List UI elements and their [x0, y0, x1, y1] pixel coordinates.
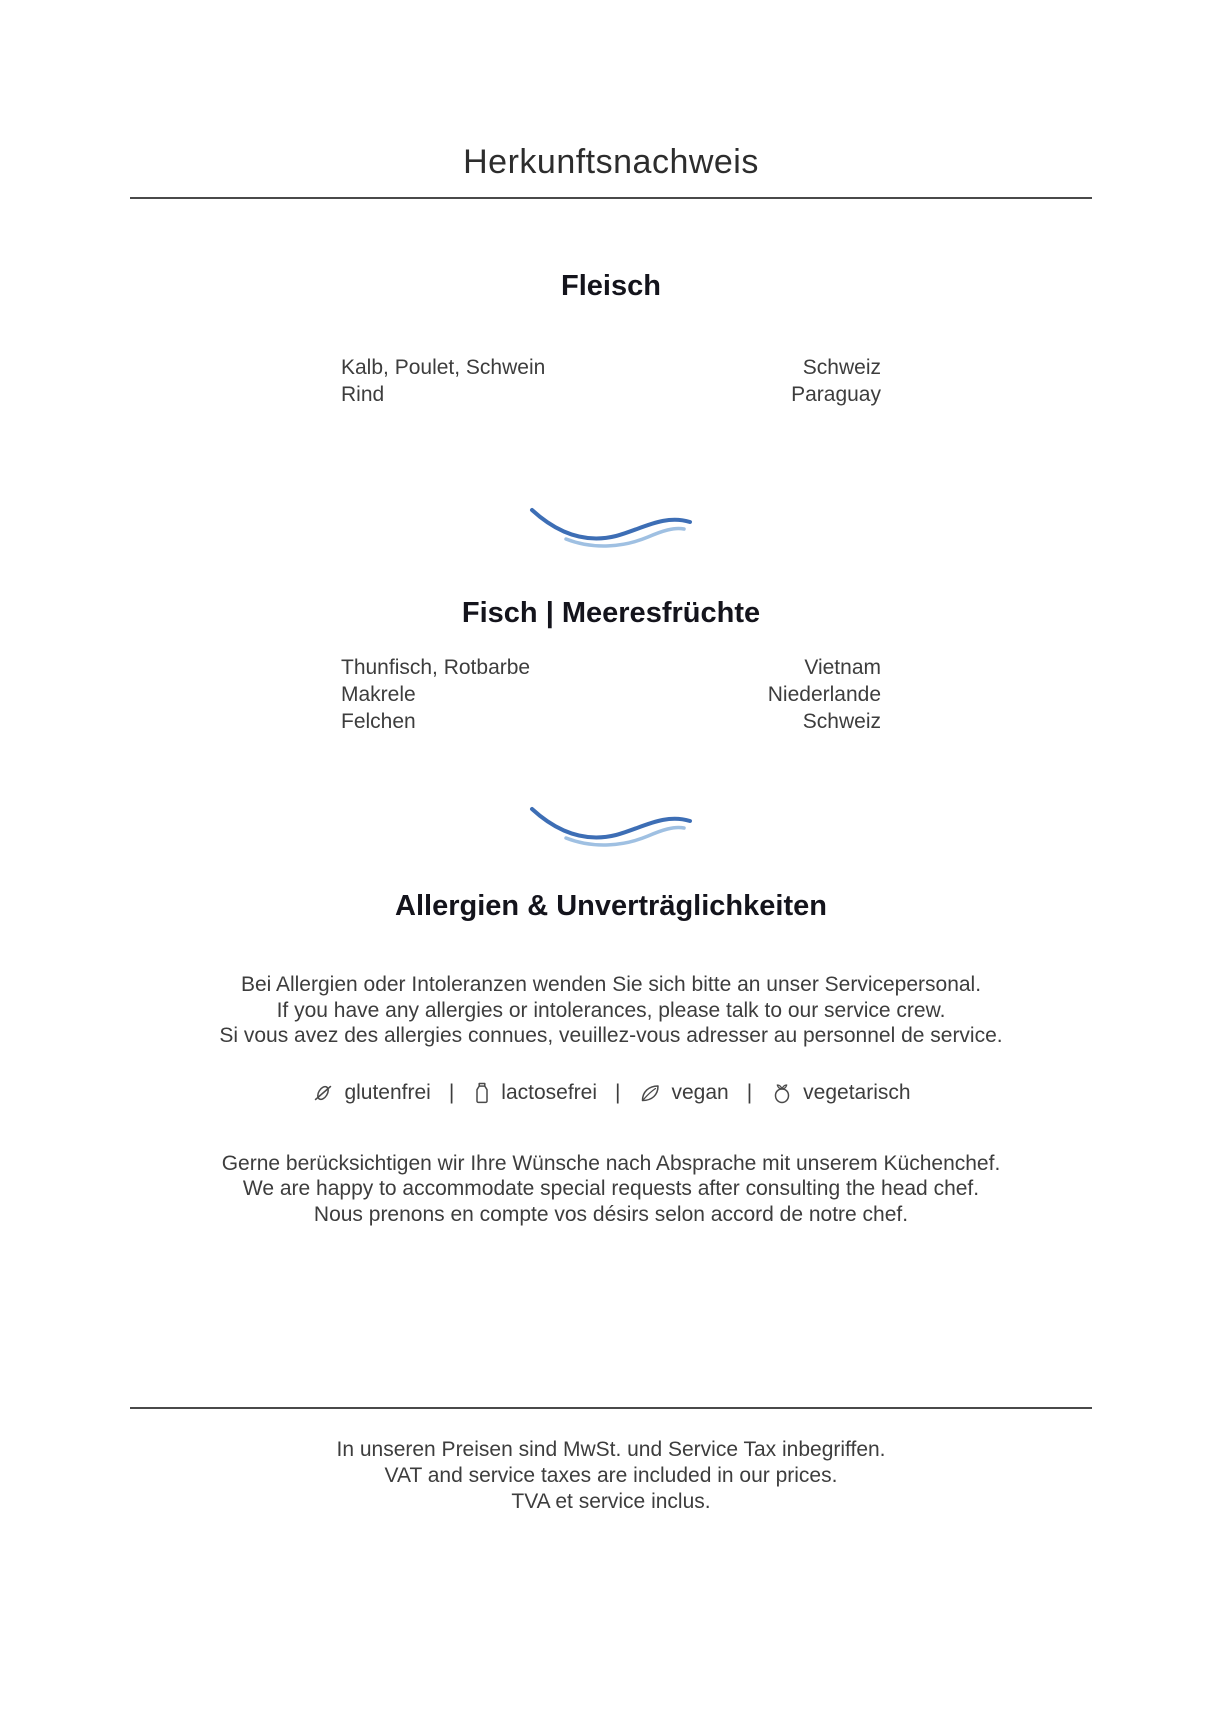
- allergy-notice-line-en: If you have any allergies or intolerances, please talk to our service crew.: [276, 998, 946, 1022]
- special-request-line-de: Gerne berücksichtigen wir Ihre Wünsche nach Absprache mit unserem Küchenchef.: [221, 1151, 1001, 1175]
- origin-country: Paraguay: [791, 382, 881, 406]
- footer-line-en: VAT and service taxes are included in our prices.: [384, 1464, 838, 1488]
- special-request-line-fr: Nous prenons en compte vos désirs selon accord de notre chef.: [313, 1202, 909, 1226]
- diet-label: lactosefrei: [501, 1080, 598, 1104]
- footer-tax-note: [0, 1437, 1222, 1515]
- meat-origin-table: [341, 354, 881, 408]
- allergy-notice: [161, 972, 1061, 1049]
- diet-label: vegan: [671, 1080, 729, 1104]
- diet-separator: |: [615, 1080, 621, 1104]
- allergy-notice-line-de: Bei Allergien oder Intoleranzen wenden Sie sich bitte an unser Servicepersonal.: [240, 973, 982, 997]
- wave-divider-icon: [526, 502, 696, 550]
- lactose-free-icon: [472, 1081, 492, 1105]
- table-row: [341, 354, 881, 381]
- table-row: [341, 654, 881, 681]
- diet-separator: |: [448, 1080, 455, 1104]
- diet-item-glutenfree: [311, 1081, 430, 1105]
- origin-country: Schweiz: [802, 355, 881, 379]
- table-row: [341, 708, 881, 735]
- allergy-notice-line-fr: Si vous avez des allergies connues, veuillez-vous adresser au personnel de service.: [219, 1024, 1003, 1048]
- special-request-note: [161, 1151, 1061, 1228]
- diet-label: glutenfrei: [344, 1080, 431, 1104]
- page-title: Herkunftsnachweis: [463, 143, 759, 181]
- diet-item-vegan: [638, 1081, 728, 1105]
- diet-legend: [0, 1081, 1222, 1105]
- origin-item: Rind: [341, 382, 385, 406]
- title-divider: [130, 197, 1092, 199]
- wave-divider-icon: [526, 801, 696, 849]
- diet-label: vegetarisch: [803, 1080, 911, 1104]
- origin-item: Makrele: [341, 683, 416, 707]
- footer-line-fr: TVA et service inclus.: [511, 1490, 711, 1514]
- fish-section-heading: Fisch | Meeresfrüchte: [461, 596, 761, 629]
- meat-section-heading: Fleisch: [561, 269, 661, 302]
- diet-item-vegetarian: [770, 1081, 910, 1105]
- diet-item-lactosefree: [472, 1081, 597, 1105]
- origin-item: Kalb, Poulet, Schwein: [341, 355, 546, 379]
- diet-separator: |: [746, 1080, 753, 1104]
- special-request-line-en: We are happy to accommodate special requests after consulting the head chef.: [242, 1177, 980, 1201]
- footer-line-de: In unseren Preisen sind MwSt. und Service Tax inbegriffen.: [336, 1438, 886, 1462]
- footer-divider: [130, 1407, 1092, 1409]
- origin-country: Niederlande: [767, 683, 881, 707]
- gluten-free-icon: [311, 1081, 335, 1105]
- table-row: [341, 381, 881, 408]
- fish-origin-table: [341, 654, 881, 735]
- origin-item: Thunfisch, Rotbarbe: [341, 656, 531, 680]
- allergy-section-heading: Allergien & Unverträglichkeiten: [395, 890, 827, 923]
- vegan-icon: [638, 1081, 662, 1105]
- origin-country: Schweiz: [802, 710, 881, 734]
- origin-item: Felchen: [341, 710, 416, 734]
- origin-country: Vietnam: [804, 656, 881, 680]
- vegetarian-icon: [770, 1081, 794, 1105]
- table-row: [341, 681, 881, 708]
